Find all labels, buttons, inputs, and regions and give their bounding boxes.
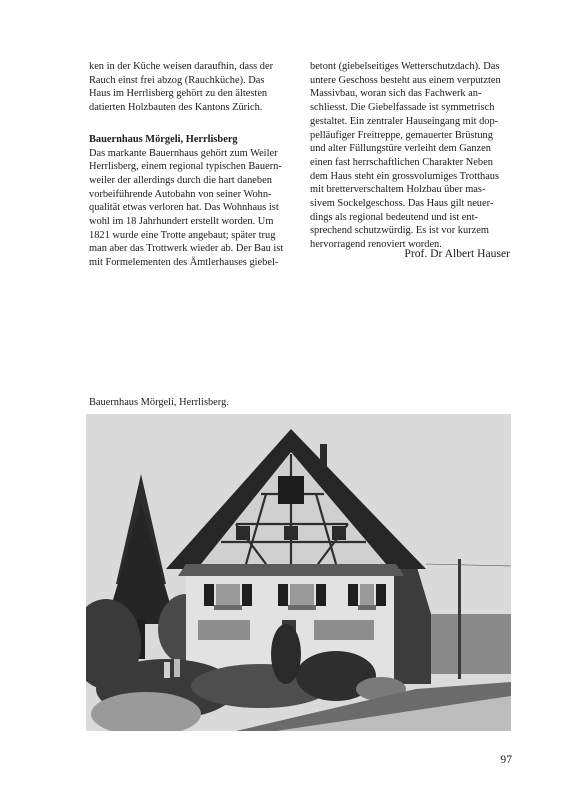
body-line: untere Geschoss besteht aus einem verputzten [310,74,501,86]
body-line: vorbeiführende Autobahn von seiner Wohn- [89,188,272,200]
body-line: man aber das Trottwerk wieder ab. Der Bau ist [89,243,284,255]
body-line: gestaltet. Ein zentraler Hauseingang mit dop- [310,115,499,127]
body-line: sprechend schutzwürdig. Es ist vor kurzem [310,225,489,237]
section-heading: Bauernhaus Mörgeli, Herrlisberg [89,133,238,145]
body-line: Das markante Bauernhaus gehört zum Weiler [89,147,278,159]
body-line: mit Formelementen des Ämtlerhauses giebel- [89,257,279,269]
body-line: Herrlisberg, einem regional typischen Bauern- [89,161,282,173]
intro-line: ken in der Küche weisen daraufhin, dass der [89,61,274,72]
author-signature: Prof. Dr Albert Hauser [404,247,510,260]
intro-line: Haus im Herrlisberg gehört zu den ältesten [89,88,268,100]
farmhouse-photo [86,414,511,731]
body-line: mit bretterverschaltem Holzbau über mas- [310,184,486,196]
intro-line: Rauch einst frei abzog (Rauchküche). Das [89,74,265,86]
body-line: qualität etwas verloren hat. Das Wohnhaus ist [89,202,279,214]
intro-line: datierten Holzbauten des Kantons Zürich. [89,102,263,114]
body-line: weiler der allerdings durch die hart daneben [89,174,272,186]
body-line: pelläufiger Freitreppe, gemauerter Brüstung [310,129,493,141]
photo-caption: Bauernhaus Mörgeli, Herrlisberg. [89,397,229,408]
body-line: dings als regional bedeutend und ist ent- [310,211,478,223]
body-line: betont (giebelseitiges Wetterschutzdach). Das [310,61,500,72]
body-line: wohl im 18 Jahrhundert erstellt worden. Um [89,216,274,228]
body-line: schliesst. Die Giebelfassade ist symmetrisch [310,102,495,114]
body-line: dem Haus steht ein grossvolumiges Trotthaus [310,170,500,182]
page-number: 97 [500,753,512,766]
right-column [310,60,510,252]
body-line: hervorragend renoviert worden. [310,239,442,251]
body-line: Massivbau, woran sich das Fachwerk an- [310,88,482,100]
left-column [89,60,296,270]
body-line: und alter Füllungstüre verleiht dem Ganzen [310,143,491,155]
body-line: einen fast herrschaftlichen Charakter Neben [310,156,493,168]
body-line: sivem Sockelgeschoss. Das Haus gilt neuer- [310,198,494,210]
body-line: 1821 wurde eine Trotte angebaut; später trug [89,229,276,241]
